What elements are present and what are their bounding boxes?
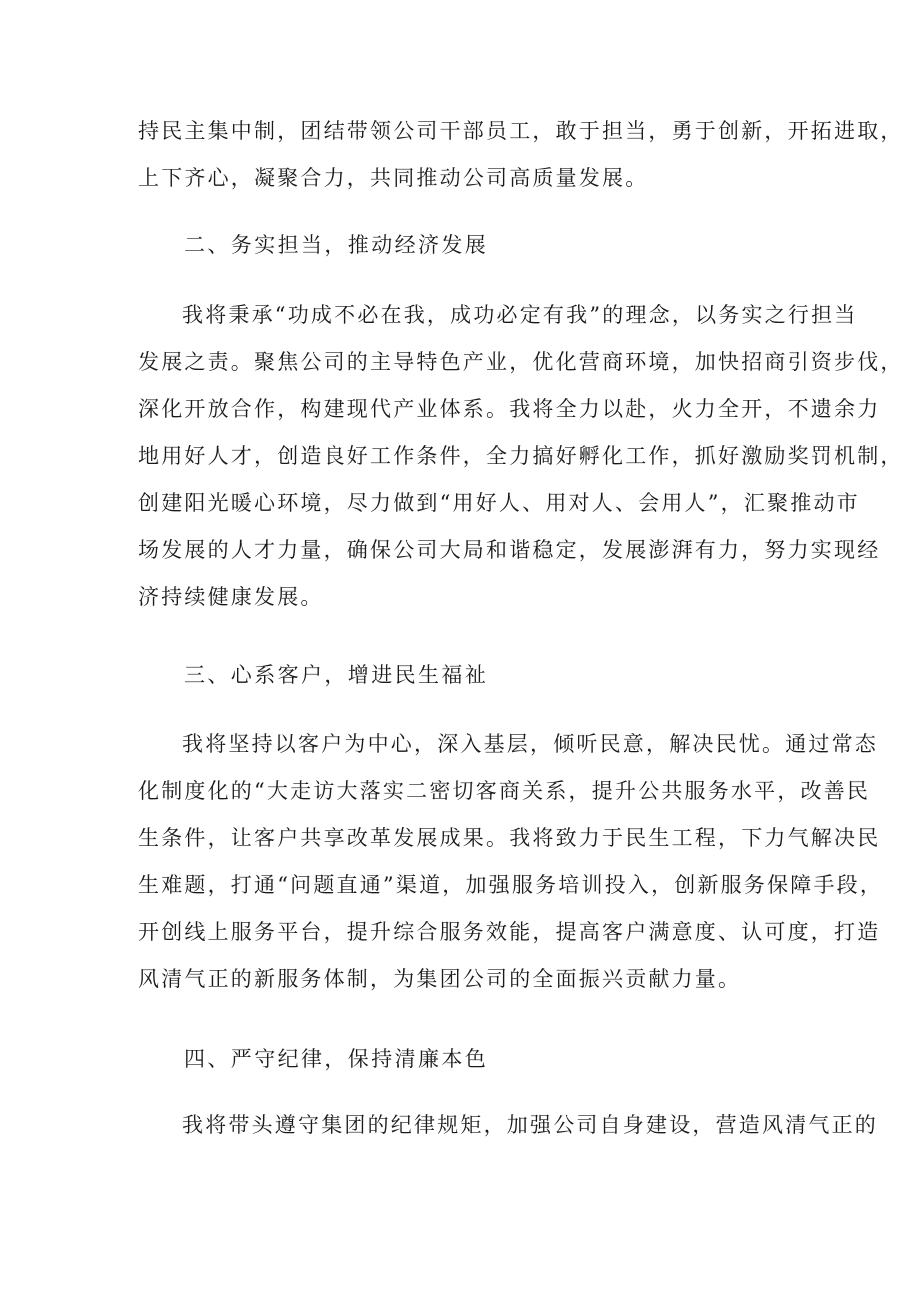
text-line: 开创线上服务平台，提升综合服务效能，提高客户满意度、认可度，打造 bbox=[138, 920, 881, 944]
body-paragraph bbox=[138, 108, 904, 202]
text-line: 生难题，打通“问题直通”渠道，加强服务培训投入，创新服务保障手段， bbox=[138, 873, 884, 897]
heading-text: 四、严守纪律，保持清廉本色 bbox=[184, 1047, 489, 1071]
section-heading bbox=[184, 222, 844, 269]
body-paragraph bbox=[138, 292, 904, 621]
text-line: 生条件，让客户共享改革发展成果。我将致力于民生工程，下力气解决民 bbox=[138, 826, 881, 850]
heading-text: 二、务实担当，推动经济发展 bbox=[184, 233, 489, 257]
text-line: 济持续健康发展。 bbox=[138, 585, 324, 609]
text-line: 持民主集中制，团结带领公司干部员工，敢于担当，勇于创新，开拓进取， bbox=[138, 119, 904, 143]
text-line: 创建阳光暖心环境，尽力做到“用好人、用对人、会用人”，汇聚推动市 bbox=[138, 491, 860, 515]
text-line: 上下齐心，凝聚合力，共同推动公司高质量发展。 bbox=[138, 166, 649, 190]
text-line: 地用好人才，创造良好工作条件，全力搞好孵化工作，抓好激励奖罚机制， bbox=[138, 444, 904, 468]
text-line: 发展之责。聚焦公司的主导特色产业，优化营商环境，加快招商引资步伐， bbox=[138, 350, 904, 374]
body-paragraph bbox=[138, 721, 884, 1003]
text-line: 深化开放合作，构建现代产业体系。我将全力以赴，火力全开，不遗余力 bbox=[138, 397, 881, 421]
text-line: 我将带头遵守集团的纪律规矩，加强公司自身建设，营造风清气正的 bbox=[182, 1113, 878, 1137]
section-heading bbox=[184, 1036, 844, 1083]
text-line: 场发展的人才力量，确保公司大局和谐稳定，发展澎湃有力，努力实现经 bbox=[138, 538, 881, 562]
section-heading bbox=[184, 652, 844, 699]
body-paragraph bbox=[138, 1102, 878, 1149]
text-line: 我将坚持以客户为中心，深入基层，倾听民意，解决民忧。通过常态 bbox=[182, 732, 878, 756]
text-line: 风清气正的新服务体制，为集团公司的全面振兴贡献力量。 bbox=[138, 967, 742, 991]
heading-text: 三、心系客户，增进民生福祉 bbox=[184, 663, 489, 687]
text-line: 化制度化的“大走访大落实二密切客商关系，提升公共服务水平，改善民 bbox=[138, 779, 871, 803]
text-line: 我将秉承“功成不必在我，成功必定有我”的理念，以务实之行担当 bbox=[182, 303, 858, 327]
